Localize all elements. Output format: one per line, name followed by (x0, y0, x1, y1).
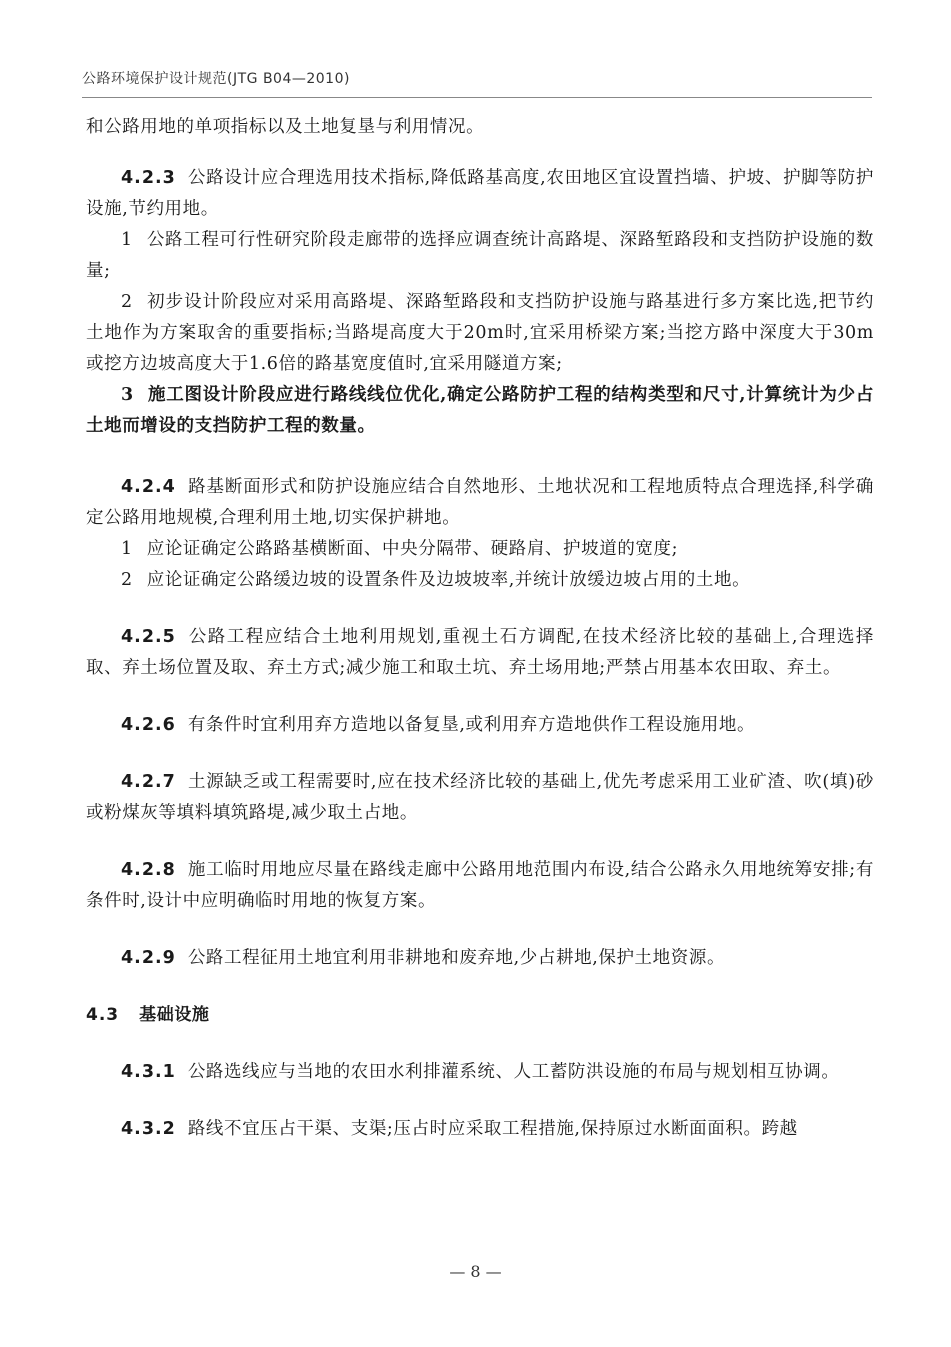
section-heading-4-3 (86, 1000, 874, 1031)
clause-number: 4.2.7 (121, 772, 176, 792)
clause-text: 公路工程征用土地宜利用非耕地和废弃地,少占耕地,保护土地资源。 (187, 948, 726, 968)
clause-number: 4.2.3 (121, 168, 176, 188)
section-title-text: 基础设施 (139, 1005, 210, 1025)
clause-4-2-6 (86, 710, 874, 741)
item-text: 公路工程可行性研究阶段走廊带的选择应调查统计高路堤、深路堑路段和支挡防护设施的数量; (86, 230, 874, 281)
clause-text: 公路设计应合理选用技术指标,降低路基高度,农田地区宜设置挡墙、护坡、护脚等防护设施,节约用地。 (86, 168, 874, 219)
clause-number: 4.2.6 (121, 715, 176, 735)
clause-4-2-8 (86, 855, 874, 917)
item-text: 初步设计阶段应对采用高路堤、深路堑路段和支挡防护设施与路基进行多方案比选,把节约土地作为方案取舍的重要指标;当路堤高度大于20m时,宜采用桥梁方案;当挖方路中深度大于30m或挖方边坡高度大于1.6倍的路基宽度值时,宜采用隧道方案; (86, 292, 874, 374)
continuation-paragraph: 和公路用地的单项指标以及土地复垦与利用情况。 (86, 117, 485, 137)
clause-4-3-2 (86, 1114, 874, 1145)
clause-4-2-4-item-1 (86, 534, 874, 565)
section-number: 4.3 (86, 1005, 120, 1025)
clause-4-2-7 (86, 767, 874, 829)
item-number: 3 (121, 385, 134, 405)
header-divider (82, 97, 872, 98)
clause-number: 4.2.4 (121, 477, 176, 497)
clause-4-2-3 (86, 163, 874, 225)
clause-4-2-9 (86, 943, 874, 974)
page-body (86, 112, 874, 1145)
clause-text: 路基断面形式和防护设施应结合自然地形、土地状况和工程地质特点合理选择,科学确定公路用地规模,合理利用土地,切实保护耕地。 (86, 477, 874, 528)
clause-4-3-1 (86, 1057, 874, 1088)
item-number: 1 (121, 539, 133, 559)
item-text: 应论证确定公路路基横断面、中央分隔带、硬路肩、护坡道的宽度; (146, 539, 679, 559)
clause-4-2-4 (86, 472, 874, 534)
clause-4-2-3-item-3 (86, 380, 874, 442)
clause-text: 土源缺乏或工程需要时,应在技术经济比较的基础上,优先考虑采用工业矿渣、吹(填)砂或粉煤灰等填料填筑路堤,减少取土占地。 (86, 772, 874, 823)
clause-number: 4.2.9 (121, 948, 176, 968)
clause-number: 4.2.8 (121, 860, 176, 880)
item-number: 2 (121, 292, 133, 312)
item-text: 应论证确定公路缓边坡的设置条件及边坡坡率,并统计放缓边坡占用的土地。 (146, 570, 751, 590)
clause-text: 公路工程应结合土地利用规划,重视土石方调配,在技术经济比较的基础上,合理选择取、弃土场位置及取、弃土方式;减少施工和取土坑、弃土场用地;严禁占用基本农田取、弃土。 (86, 627, 874, 678)
item-text: 施工图设计阶段应进行路线线位优化,确定公路防护工程的结构类型和尺寸,计算统计为少占土地而增设的支挡防护工程的数量。 (86, 385, 874, 436)
page-number: — 8 — (449, 1262, 502, 1281)
clause-number: 4.3.1 (121, 1062, 176, 1082)
clause-4-2-4-item-2 (86, 565, 874, 596)
clause-number: 4.2.5 (121, 627, 176, 647)
clause-4-2-3-item-1 (86, 225, 874, 287)
clause-4-2-3-item-2 (86, 287, 874, 380)
running-header: 公路环境保护设计规范(JTG B04—2010) (82, 71, 350, 87)
clause-text: 有条件时宜利用弃方造地以备复垦,或利用弃方造地供作工程设施用地。 (187, 715, 756, 735)
item-number: 2 (121, 570, 133, 590)
clause-4-2-5 (86, 622, 874, 684)
clause-text: 路线不宜压占干渠、支渠;压占时应采取工程措施,保持原过水断面面积。跨越 (187, 1119, 798, 1139)
clause-text: 公路选线应与当地的农田水利排灌系统、人工蓄防洪设施的布局与规划相互协调。 (187, 1062, 840, 1082)
item-number: 1 (121, 230, 133, 250)
clause-number: 4.3.2 (121, 1119, 176, 1139)
clause-text: 施工临时用地应尽量在路线走廊中公路用地范围内布设,结合公路永久用地统筹安排;有条件时,设计中应明确临时用地的恢复方案。 (86, 860, 874, 911)
